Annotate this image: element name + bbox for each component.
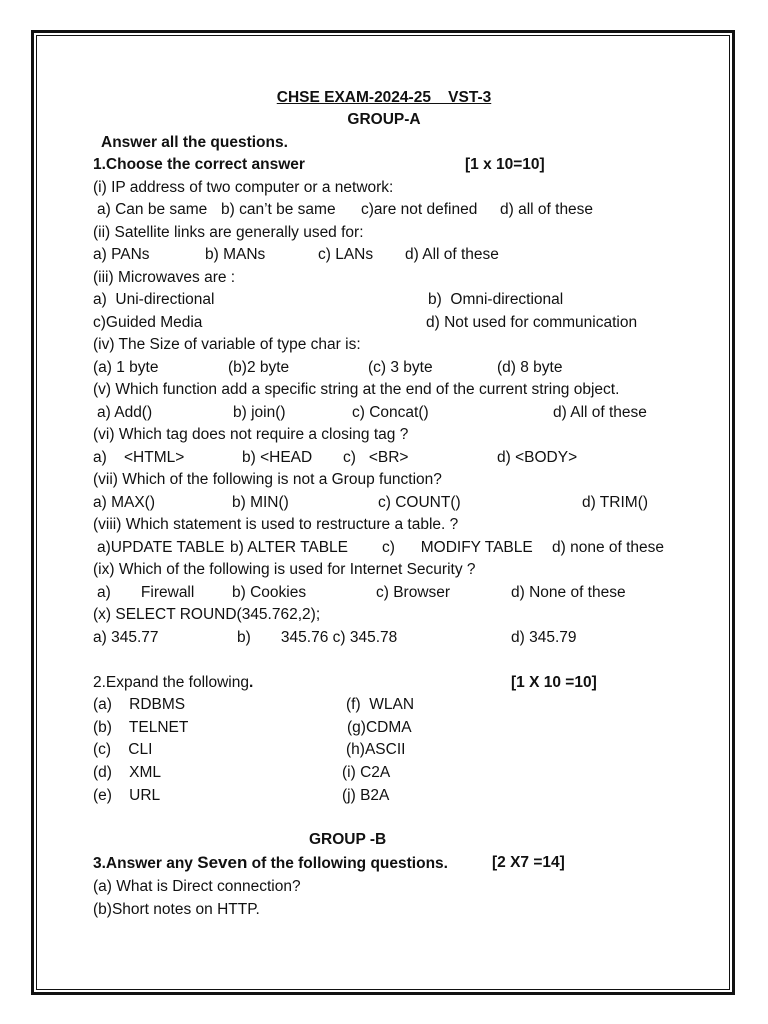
q2-item-j: (j) B2A — [342, 787, 390, 804]
q1-ix-option-c: c) Browser — [376, 584, 451, 601]
q1-i-option-c: c)are not defined — [361, 201, 478, 218]
q2-heading-text: 2.Expand the following — [93, 674, 249, 691]
q1-ix-option-d: d) None of these — [511, 584, 626, 601]
q2-item-c: (c) CLI — [93, 741, 153, 758]
q3-item-b: (b)Short notes on HTTP. — [93, 901, 260, 918]
q1-vii-option-b: b) MIN() — [232, 494, 289, 511]
q1-iii-option-a: a) Uni-directional — [93, 291, 215, 308]
q1-vi-option-d: d) <BODY> — [497, 449, 578, 466]
q2-item-e: (e) URL — [93, 787, 161, 804]
q1-ii-option-d: d) All of these — [405, 246, 499, 263]
q1-viii-option-b: b) ALTER TABLE — [230, 539, 349, 556]
q1-x-option-a: a) 345.77 — [93, 629, 159, 646]
q2-item-a: (a) RDBMS — [93, 696, 186, 713]
q1-vii-option-d: d) TRIM() — [582, 494, 649, 511]
q1-i-question: (i) IP address of two computer or a network: — [93, 179, 394, 196]
q2-heading-dot: . — [248, 674, 254, 691]
q1-iv-option-d: (d) 8 byte — [497, 359, 563, 376]
q1-x-option-d: d) 345.79 — [511, 629, 577, 646]
q1-vi-option-a: a) <HTML> — [93, 449, 185, 466]
q1-vii-option-c: c) COUNT() — [378, 494, 461, 511]
exam-title: CHSE EXAM-2024-25 VST-3 — [276, 89, 492, 106]
q1-ii-question: (ii) Satellite links are generally used for: — [93, 224, 364, 241]
q1-i-option-a: a) Can be same — [97, 201, 208, 218]
q1-ix-question: (ix) Which of the following is used for Internet Security ? — [93, 561, 476, 578]
q1-v-option-b: b) join() — [233, 404, 286, 421]
q2-item-g: (g)CDMA — [347, 719, 412, 736]
q1-iii-question: (iii) Microwaves are : — [93, 269, 236, 286]
q1-viii-option-a: a)UPDATE TABLE — [97, 539, 225, 556]
q3-heading-seven: Seven — [197, 853, 248, 872]
q1-ix-option-a: a) Firewall — [97, 584, 195, 601]
q1-iii-option-d: d) Not used for communication — [426, 314, 638, 331]
q1-iii-option-b: b) Omni-directional — [428, 291, 564, 308]
q1-viii-option-d: d) none of these — [552, 539, 665, 556]
q1-i-option-b: b) can’t be same — [221, 201, 336, 218]
q2-item-f: (f) WLAN — [346, 696, 415, 713]
q1-iv-option-c: (c) 3 byte — [368, 359, 433, 376]
q1-v-option-d: d) All of these — [553, 404, 647, 421]
q1-vi-question: (vi) Which tag does not require a closing tag ? — [93, 426, 409, 443]
group-a-heading: GROUP-A — [347, 111, 421, 128]
q1-viii-option-c: c) MODIFY TABLE — [382, 539, 533, 556]
q3-heading-pre: 3.Answer any — [93, 855, 198, 872]
q1-ii-option-b: b) MANs — [205, 246, 266, 263]
q3-heading-post: of the following questions. — [247, 855, 448, 872]
q1-i-option-d: d) all of these — [500, 201, 594, 218]
q1-x-question: (x) SELECT ROUND(345.762,2); — [93, 606, 321, 623]
q1-ii-option-c: c) LANs — [318, 246, 374, 263]
q2-item-i: (i) C2A — [342, 764, 391, 781]
q1-viii-question: (viii) Which statement is used to restructure a table. ? — [93, 516, 459, 533]
q1-iii-option-c: c)Guided Media — [93, 314, 203, 331]
q1-ix-option-b: b) Cookies — [232, 584, 307, 601]
q3-heading — [93, 853, 448, 874]
q1-vii-option-a: a) MAX() — [93, 494, 155, 511]
group-b-heading: GROUP -B — [309, 831, 387, 848]
q1-marks: [1 x 10=10] — [465, 156, 545, 173]
q1-iv-option-a: (a) 1 byte — [93, 359, 159, 376]
q2-item-d: (d) XML — [93, 764, 162, 781]
q3-marks: [2 X7 =14] — [492, 854, 565, 871]
q1-ii-option-a: a) PANs — [93, 246, 150, 263]
q1-vi-option-b: b) <HEAD — [242, 449, 313, 466]
q1-vii-question: (vii) Which of the following is not a Group function? — [93, 471, 442, 488]
q1-heading: 1.Choose the correct answer — [93, 156, 305, 173]
q2-marks: [1 X 10 =10] — [511, 674, 597, 691]
q2-item-h: (h)ASCII — [346, 741, 406, 758]
q1-v-option-c: c) Concat() — [352, 404, 429, 421]
q1-iv-question: (iv) The Size of variable of type char is: — [93, 336, 361, 353]
q1-x-option-bc: b) 345.76 c) 345.78 — [237, 629, 398, 646]
q1-v-question: (v) Which function add a specific string at the end of the current string object. — [93, 381, 620, 398]
q1-iv-option-b: (b)2 byte — [228, 359, 290, 376]
q2-heading — [93, 673, 253, 693]
q1-v-option-a: a) Add() — [97, 404, 153, 421]
q1-vi-option-c: c) <BR> — [343, 449, 409, 466]
instruction: Answer all the questions. — [101, 134, 288, 151]
q3-item-a: (a) What is Direct connection? — [93, 878, 301, 895]
q2-item-b: (b) TELNET — [93, 719, 189, 736]
